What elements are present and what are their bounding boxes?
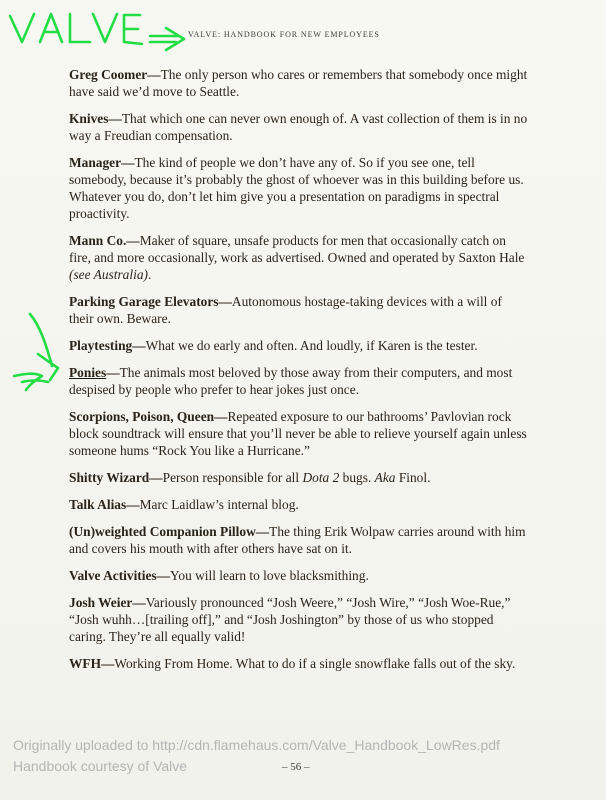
glossary-term: Greg Coomer: [69, 67, 148, 82]
glossary-entry: [69, 293, 529, 327]
definition-text: The kind of people we don’t have any of. So if you see one, tell somebody, because it’s probably the ghost of whoever was in this building before us. Whatever you do, don’t let him give you a presentation on paradigms in spectral proactivity.: [69, 155, 524, 221]
page-header: VALVE: HANDBOOK FOR NEW EMPLOYEES: [188, 30, 380, 39]
glossary-entry: [69, 66, 529, 100]
glossary-term: Manager: [69, 155, 122, 170]
glossary-entry: [69, 364, 529, 398]
term-separator: —: [132, 595, 146, 610]
definition-text: Person responsible for all: [162, 470, 303, 485]
glossary-entry: [69, 232, 529, 283]
glossary-term: Mann Co.: [69, 233, 127, 248]
definition-text: What we do early and often. And loudly, if Karen is the tester.: [145, 338, 478, 353]
glossary-entry: [69, 154, 529, 222]
glossary-term: Ponies: [69, 365, 107, 380]
definition-text: That which one can never own enough of. A vast collection of them is in no way a Freudian compensation.: [69, 111, 528, 143]
handwritten-valve-text: [10, 14, 142, 44]
glossary-entry: [69, 567, 529, 584]
upload-note: Originally uploaded to http://cdn.flamehaus.com/Valve_Handbook_LowRes.pdf: [13, 737, 500, 753]
ponies-arrow-icon: [14, 314, 58, 390]
glossary-term: Josh Weier: [69, 595, 133, 610]
glossary-entry: [69, 337, 529, 354]
glossary-term: (Un)weighted Companion Pillow: [69, 524, 256, 539]
glossary-term: Valve Activities: [69, 568, 157, 583]
page-number: – 56 –: [282, 761, 310, 773]
definition-text: Autonomous hostage-taking devices with a will of their own. Beware.: [69, 294, 502, 326]
definition-text: (see Australia): [69, 267, 148, 282]
definition-text: Finol.: [395, 470, 431, 485]
definition-text: bugs.: [339, 470, 375, 485]
term-separator: —: [255, 524, 270, 539]
glossary-entry: [69, 655, 529, 672]
definition-text: Repeated exposure to our bathrooms’ Pavlovian rock block soundtrack will ensure that you’ll never be able to relieve yourself again unless someone hums “Rock You like a Hurricane.”: [69, 409, 527, 458]
glossary-entry: [69, 469, 529, 486]
definition-text: Variously pronounced “Josh Weere,” “Josh Wire,” “Josh Woe-Rue,” “Josh wuhh…[trailing off],” and “Josh Joshington” by those of us who stopped caring. They’re all equally valid!: [69, 595, 511, 644]
term-separator: —: [147, 67, 161, 82]
definition-text: Marc Laidlaw’s internal blog.: [139, 497, 299, 512]
glossary-entry: [69, 496, 529, 513]
glossary-term: Parking Garage Elevators: [69, 294, 219, 309]
definition-text: Maker of square, unsafe products for men that occasionally catch on fire, and more occasionally, work as advertised. Owned and operated by Saxton Hale: [69, 233, 525, 265]
definition-text: The animals most beloved by those away from their computers, and most despised by people who prefer to hear jokes just once.: [69, 365, 513, 397]
term-separator: —: [101, 656, 115, 671]
definition-text: .: [147, 267, 152, 282]
definition-text: Working From Home. What to do if a single snowflake falls out of the sky.: [114, 656, 516, 671]
glossary-term: Playtesting: [69, 338, 133, 353]
term-separator: —: [149, 470, 163, 485]
term-separator: —: [132, 338, 146, 353]
glossary-entry: [69, 110, 529, 144]
term-separator: —: [121, 155, 135, 170]
glossary-entries: [69, 66, 529, 682]
definition-text: The thing Erik Wolpaw carries around with him and covers his mouth with after others have sat on it.: [69, 524, 526, 556]
definition-text: Dota 2: [302, 470, 340, 485]
glossary-term: Knives: [69, 111, 109, 126]
header-arrow-icon: [150, 28, 184, 50]
term-separator: —: [156, 568, 171, 583]
glossary-term: Scorpions, Poison, Queen: [69, 409, 215, 424]
glossary-entry: [69, 408, 529, 459]
definition-text: Aka: [374, 470, 396, 485]
term-separator: —: [126, 497, 140, 512]
glossary-term: Talk Alias: [69, 497, 127, 512]
term-separator: —: [214, 409, 228, 424]
glossary-term: Shitty Wizard: [69, 470, 150, 485]
term-separator: —: [106, 365, 120, 380]
glossary-term: WFH: [69, 656, 101, 671]
credit-note: Handbook courtesy of Valve: [13, 758, 188, 774]
term-separator: —: [218, 294, 232, 309]
term-separator: —: [126, 233, 140, 248]
term-separator: —: [108, 111, 122, 126]
definition-text: The only person who cares or remembers that somebody once might have said we’d move to Seattle.: [69, 67, 528, 99]
definition-text: You will learn to love blacksmithing.: [170, 568, 369, 583]
glossary-entry: [69, 523, 529, 557]
glossary-entry: [69, 594, 529, 645]
